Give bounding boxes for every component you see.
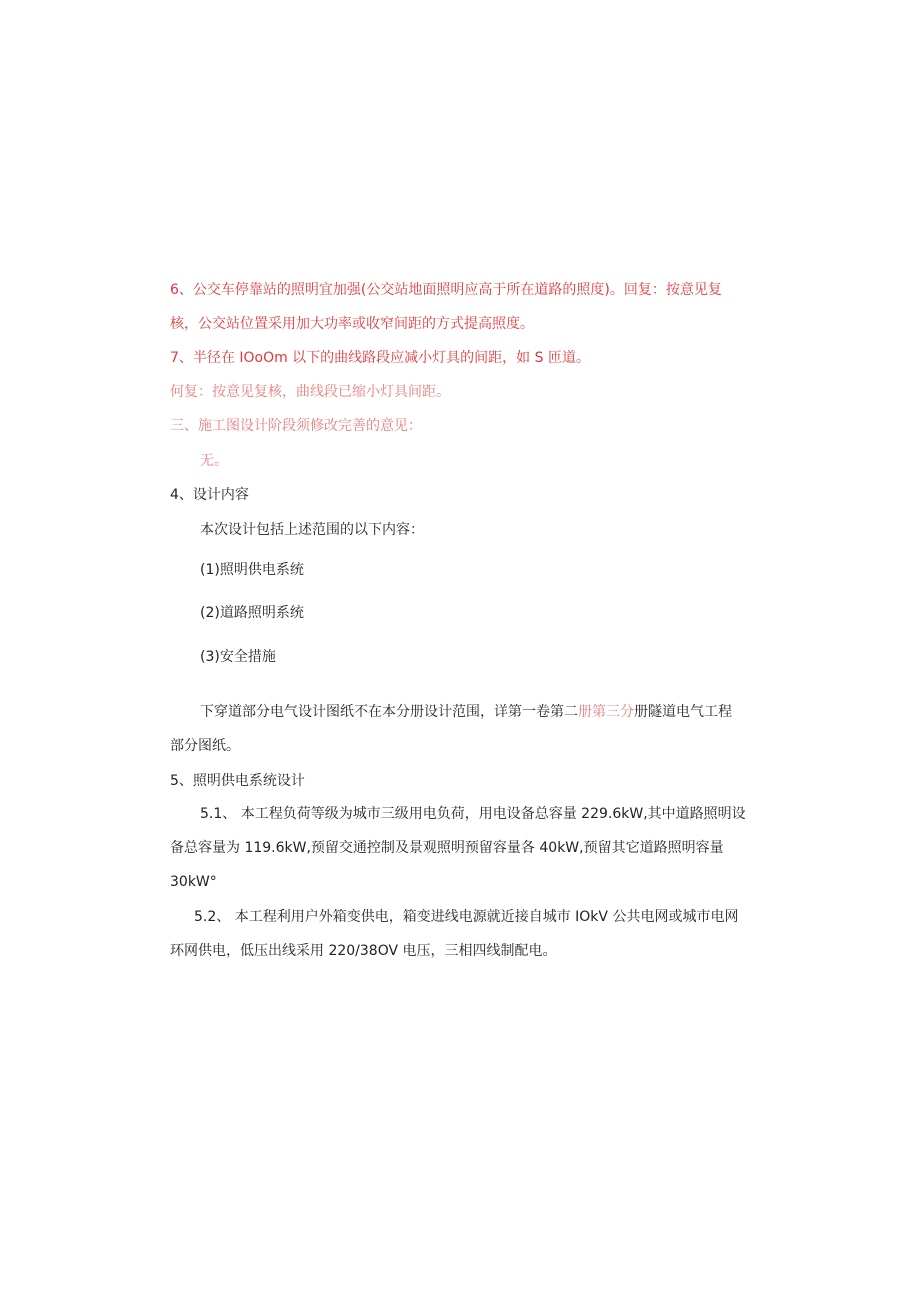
note-text-highlight: 册第三分: [578, 704, 634, 720]
section-4-item-3: (3)安全措施: [200, 649, 276, 665]
section-3-body: 无。: [200, 453, 228, 469]
section-5-title: 5、照明供电系统设计: [170, 773, 305, 789]
review-item-6-line-2: 核，公交站位置采用加大功率或收窄间距的方式提高照度。: [170, 316, 534, 332]
section-3-title: 三、施工图设计阶段须修改完善的意见：: [170, 418, 422, 434]
review-item-7-reply: 何复：按意见复核，曲线段已缩小灯具间距。: [170, 384, 450, 400]
section-4-item-1: (1)照明供电系统: [200, 562, 304, 578]
note-text-a: 下穿道部分电气设计图纸不在本分册设计范围，详第一卷第二: [200, 704, 578, 720]
para-5-1-line-3: 30kW°: [170, 874, 217, 890]
para-5-2-line-2: 环网供电，低压出线采用 220/38OV 电压，三相四线制配电。: [170, 943, 557, 959]
section-4-title: 4、设计内容: [170, 487, 249, 503]
section-4-item-2: (2)道路照明系统: [200, 605, 304, 621]
review-item-7-line-1: 7、半径在 IOoOm 以下的曲线路段应减小灯具的间距，如 S 匝道。: [170, 350, 590, 366]
section-4-note-line-1: [200, 702, 732, 722]
para-5-1-line-1: 5.1、 本工程负荷等级为城市三级用电负荷，用电设备总容量 229.6kW,其中道路照明设: [200, 806, 746, 822]
review-item-6-line-1: 6、公交车停靠站的照明宜加强(公交站地面照明应高于所在道路的照度)。回复：按意见复: [170, 282, 722, 298]
note-text-c: 册隧道电气工程: [634, 704, 732, 720]
para-5-1-line-2: 备总容量为 119.6kW,预留交通控制及景观照明预留容量各 40kW,预留其它道路照明容量: [170, 840, 724, 856]
para-5-2-line-1: 5.2、 本工程利用户外箱变供电，箱变进线电源就近接自城市 IOkV 公共电网或城市电网: [194, 909, 739, 925]
section-4-intro: 本次设计包括上述范围的以下内容：: [200, 522, 424, 538]
section-4-note-line-2: 部分图纸。: [170, 738, 240, 754]
